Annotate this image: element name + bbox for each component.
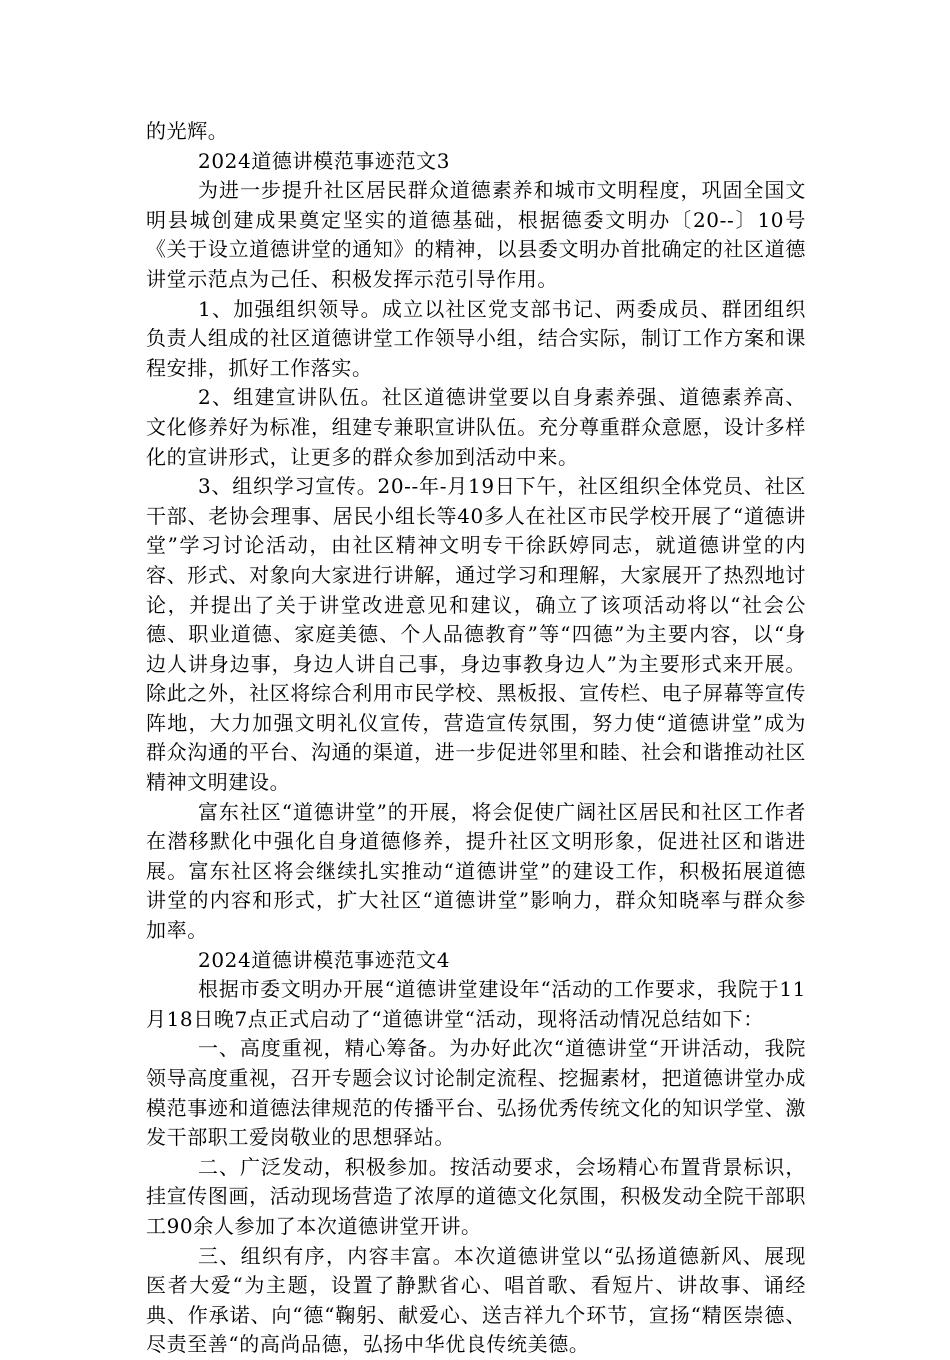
- paragraph-point-3: 三、组织有序，内容丰富。本次道德讲堂以“弘扬道德新风、展现医者大爱“为主题，设置了静默省心、唱首歌、看短片、讲故事、诵经典、作承诺、向“德“鞠躬、献爱心、送吉祥九个环节，宣扬“精医崇德、尽责至善“的高尚品德，弘扬中华优良传统美德。: [146, 1243, 806, 1357]
- section-heading-4: 2024道德讲模范事迹范文4: [198, 947, 451, 972]
- paragraph-point-2: 二、广泛发动，积极参加。按活动要求，会场精心布置背景标识，挂宣传图画，活动现场营造了浓厚的道德文化氛围，积极发动全院干部职工90余人参加了本次道德讲堂开讲。: [146, 1154, 806, 1238]
- paragraph-summary-3: 富东社区“道德讲堂”的开展，将会促使广阔社区居民和社区工作者在潜移默化中强化自身道德修养，提升社区文明形象，促进社区和谐进展。富东社区将会继续扎实推动“道德讲堂”的建设工作，积极拓展道德讲堂的内容和形式，扩大社区“道德讲堂”影响力，群众知晓率与群众参加率。: [146, 799, 806, 943]
- paragraph-intro-4: 根据市委文明办开展“道德讲堂建设年“活动的工作要求，我院于11月18日晚7点正式启动了“道德讲堂“活动，现将活动情况总结如下：: [146, 977, 806, 1031]
- paragraph-item-3: 3、组织学习宣传。20--年-月19日下午，社区组织全体党员、社区干部、老协会理事、居民小组长等40多人在社区市民学校开展了“道德讲堂”学习讨论活动，由社区精神文明专干徐跃婷同志，就道德讲堂的内容、形式、对象向大家进行讲解，通过学习和理解，大家展开了热烈地讨论，并提出了关于讲堂改进意见和建议，确立了该项活动将以“社会公德、职业道德、家庭美德、个人品德教育”等“四德”为主要内容，以“身边人讲身边事，身边人讲自己事，身边事教身边人”为主要形式来开展。除此之外，社区将综合利用市民学校、黑板报、宣传栏、电子屏幕等宣传阵地，大力加强文明礼仪宣传，营造宣传氛围，努力使“道德讲堂”成为群众沟通的平台、沟通的渠道，进一步促进邻里和睦、社会和谐推动社区精神文明建设。: [146, 474, 806, 795]
- paragraph-item-1: 1、加强组织领导。成立以社区党支部书记、两委成员、群团组织负责人组成的社区道德讲堂工作领导小组，结合实际，制订工作方案和课程安排，抓好工作落实。: [146, 296, 806, 380]
- paragraph-intro-3: 为进一步提升社区居民群众道德素养和城市文明程度，巩固全国文明县城创建成果奠定坚实的道德基础，根据德委文明办〔20--〕10号《关于设立道德讲堂的通知》的精神，以县委文明办首批确定的社区道德讲堂示范点为己任、积极发挥示范引导作用。: [146, 178, 806, 291]
- paragraph-point-1: 一、高度重视，精心筹备。为办好此次“道德讲堂“开讲活动，我院领导高度重视，召开专题会议讨论制定流程、挖掘素材，把道德讲堂办成模范事迹和道德法律规范的传播平台、弘扬优秀传统文化的知识学堂、激发干部职工爱岗敬业的思想驿站。: [146, 1036, 806, 1150]
- paragraph-item-2: 2、组建宣讲队伍。社区道德讲堂要以自身素养强、道德素养高、文化修养好为标准，组建专兼职宣讲队伍。充分尊重群众意愿，设计多样化的宣讲形式，让更多的群众参加到活动中来。: [146, 385, 806, 469]
- document-page: [146, 117, 806, 1360]
- section-heading-3: 2024道德讲模范事迹范文3: [198, 148, 451, 173]
- paragraph-continuation: 的光辉。: [146, 119, 229, 143]
